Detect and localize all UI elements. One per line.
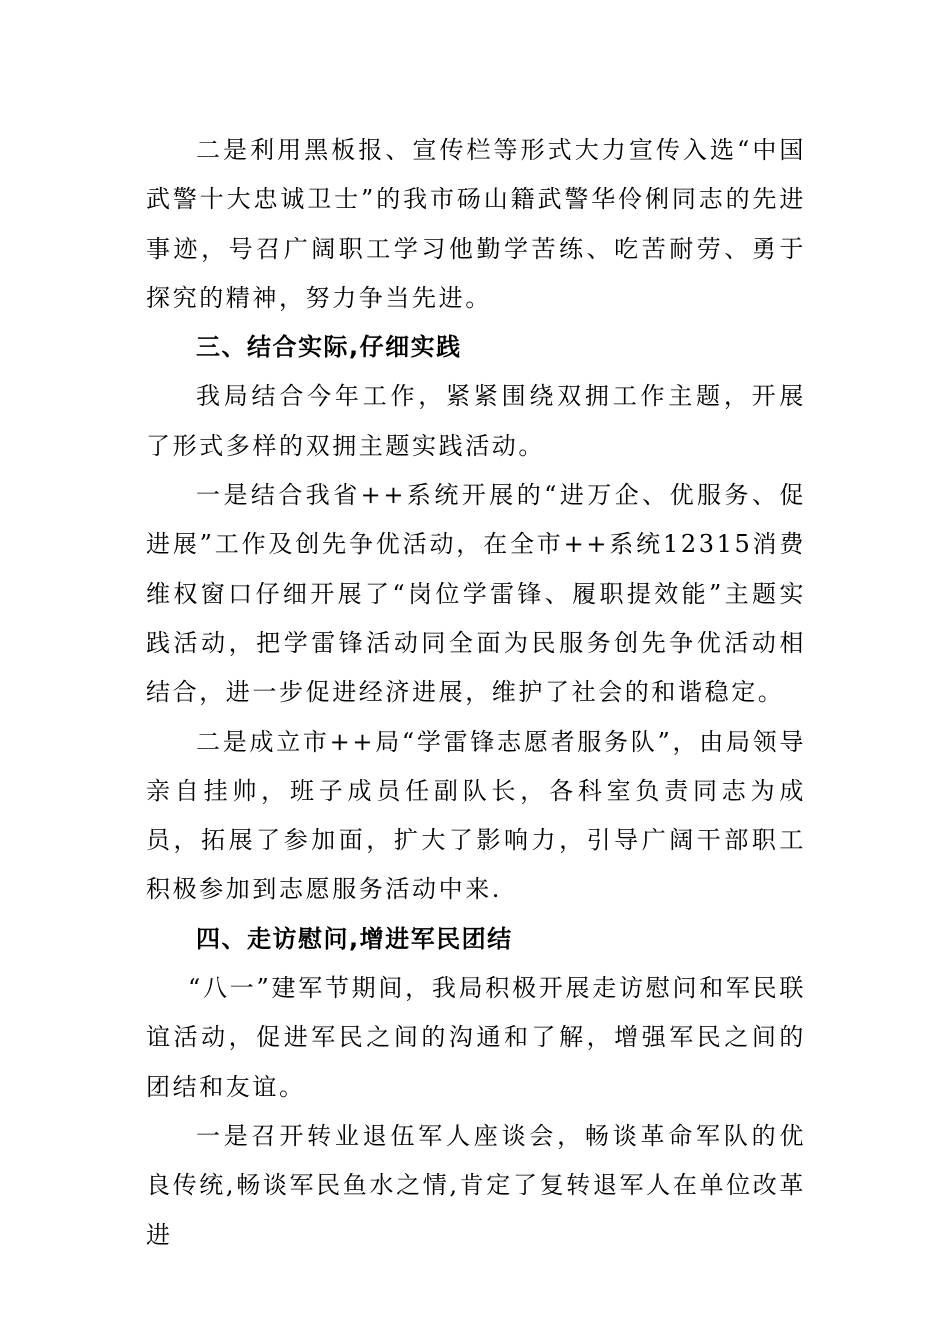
section-heading-practice: 三、结合实际,仔细实践 xyxy=(196,333,462,362)
paragraph-visits-intro: “八一”建军节期间，我局积极开展走访慰问和军民联谊活动，促进军民之间的沟通和了解，增强军民之间的团结和友谊。 xyxy=(146,974,806,1101)
paragraph-practice-second: 二是成立市++局“学雷锋志愿者服务队”，由局领导亲自挂帅，班子成员任副队长，各科室负责同志为成员，拓展了参加面，扩大了影响力，引导广阔干部职工积极参加到志愿服务活动中来. xyxy=(146,727,806,904)
paragraph-propaganda: 二是利用黑板报、宣传栏等形式大力宣传入选“中国武警十大忠诚卫士”的我市砀山籍武警华伶俐同志的先进事迹，号召广阔职工学习他勤学苦练、吃苦耐劳、勇于探究的精神，努力争当先进。 xyxy=(146,136,806,312)
section-heading-visits: 四、走访慰问,增进军民团结 xyxy=(196,924,513,953)
document-body xyxy=(146,126,806,1260)
paragraph-practice-first: 一是结合我省++系统开展的“进万企、优服务、促进展”工作及创先争优活动，在全市++系统12315消费维权窗口仔细开展了“岗位学雷锋、履职提效能”主题实践活动，把学雷锋活动同全面为民服务创先争优活动相结合，进一步促进经济进展，维护了社会的和谐稳定。 xyxy=(146,481,806,707)
paragraph-practice-intro: 我局结合今年工作，紧紧围绕双拥工作主题，开展了形式多样的双拥主题实践活动。 xyxy=(146,382,806,460)
paragraph-visits-first: 一是召开转业退伍军人座谈会，畅谈革命军队的优良传统,畅谈军民鱼水之情,肯定了复转退军人在单位改革进 xyxy=(146,1121,806,1249)
